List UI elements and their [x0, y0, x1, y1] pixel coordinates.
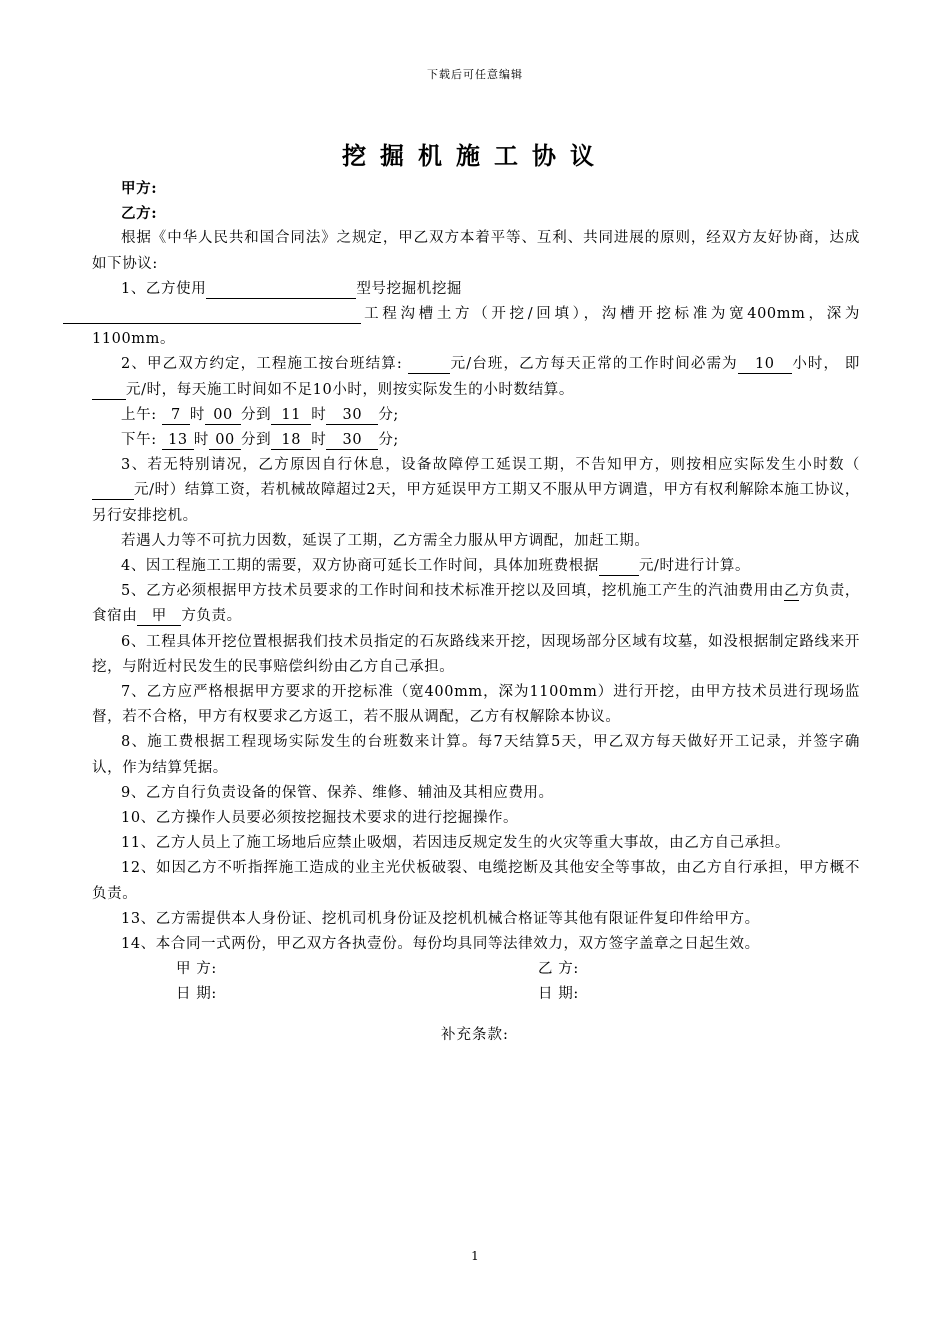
afternoon-hour-unit-2: 时	[311, 432, 327, 449]
clause-1-part-c: 工程沟槽土方（开挖/回填），沟槽开挖标准为宽400mm，深为1100mm。	[92, 306, 860, 348]
overtime-rate-blank	[599, 557, 639, 576]
morning-start-hour: 7	[162, 406, 190, 425]
force-majeure-paragraph: 若遇人力等不可抗力因数，延误了工期，乙方需全力服从甲方调配，加赶工期。	[121, 532, 650, 549]
party-b-date-label: 日 期:	[538, 986, 579, 1003]
afternoon-end-label: 分;	[378, 432, 399, 449]
clause-1	[92, 277, 860, 353]
clause-2-part-b: 元/台班，乙方每天正常的工作时间必需为	[450, 356, 738, 373]
afternoon-hour-unit: 时	[193, 432, 210, 449]
afternoon-to-label: 分到	[241, 432, 272, 449]
party-a-date-label: 日 期:	[176, 986, 217, 1003]
project-name-blank	[63, 305, 361, 324]
clause-10: 10、乙方操作人员要必须按挖掘技术要求的进行挖掘操作。	[121, 810, 519, 827]
clause-2	[92, 352, 860, 402]
clause-14: 14、本合同一式两份，甲乙双方各执壹份。每份均具同等法律效力，双方签字盖章之日起生效。	[121, 936, 760, 953]
clause-3-part-b: 元/时）结算工资，若机械故障超过2天，甲方延误甲方工期又不服从甲方调遣，甲方有权利解除本施工协议，另行安排挖机。	[92, 482, 860, 524]
clause-5-part-c: 方负责，食宿由	[92, 583, 860, 625]
morning-to-label: 分到	[241, 406, 272, 423]
document-title: 挖掘机施工协议	[342, 142, 608, 170]
clause-9: 9、乙方自行负责设备的保管、保养、维修、辅油及其相应费用。	[121, 784, 554, 801]
shift-rate-blank	[408, 355, 450, 374]
clause-5-part-a: 5、乙方必须根据甲方技术员要求的工作时间和技术标准开挖以及回填，挖机施工产生的汽油费用由	[121, 583, 785, 600]
morning-label: 上午:	[121, 406, 157, 423]
morning-end-hour: 11	[271, 406, 311, 425]
morning-end-label: 分;	[378, 406, 399, 423]
clause-8: 8、施工费根据工程现场实际发生的台班数来计算。每7天结算5天，甲乙双方每天做好开工记录，并签字确认，作为结算凭据。	[92, 734, 860, 776]
excavator-model-blank	[206, 280, 356, 299]
party-b-label: 乙方:	[121, 205, 158, 223]
afternoon-start-minute: 00	[209, 431, 241, 450]
clause-11: 11、乙方人员上了施工场地后应禁止吸烟，若因违反规定发生的火灾等重大事故，由乙方自己承担。	[121, 835, 790, 852]
party-a-label: 甲方:	[121, 180, 158, 197]
supplementary-terms-heading: 补充条款:	[441, 1027, 509, 1043]
hourly-rate-blank	[92, 381, 126, 400]
clause-1-part-a: 1、乙方使用	[121, 280, 207, 297]
clause-2-part-d: 元/时，每天施工时间如不足10小时，则按实际发生的小时数结算。	[126, 381, 574, 398]
signature-row	[92, 957, 860, 982]
page-number: 1	[471, 1249, 479, 1263]
clause-4-part-a: 4、因工程施工工期的需要，双方协商可延长工作时间，具体加班费根据	[121, 558, 599, 575]
clause-2-part-c: 小时， 即	[791, 356, 861, 373]
afternoon-start-hour: 13	[162, 431, 194, 450]
work-hours-value: 10	[738, 355, 792, 374]
date-row	[92, 982, 860, 1007]
party-a-signature-label: 甲 方:	[176, 961, 217, 978]
afternoon-schedule	[92, 428, 860, 453]
morning-start-minute: 00	[205, 406, 241, 425]
header-note: 下载后可任意编辑	[427, 68, 523, 81]
clause-1-part-b: 型号挖掘机挖掘	[356, 280, 463, 297]
clause-12: 12、如因乙方不听指挥施工造成的业主光伏板破裂、电缆挖断及其他安全等事故，由乙方自行承担，甲方概不负责。	[92, 860, 860, 902]
clause-5-part-e: 方负责。	[181, 608, 242, 625]
afternoon-label: 下午:	[121, 432, 157, 449]
clause-4-part-b: 元/时进行计算。	[638, 558, 751, 575]
morning-hour-unit: 时	[189, 406, 206, 423]
clause-2-part-a: 2、甲乙双方约定，工程施工按台班结算:	[121, 356, 403, 373]
afternoon-end-minute: 30	[326, 431, 378, 450]
morning-hour-unit-2: 时	[311, 406, 327, 423]
party-b-signature-label: 乙 方:	[538, 961, 579, 978]
clause-7: 7、乙方应严格根据甲方要求的开挖标准（宽400mm，深为1100mm）进行开挖，由甲方技术员进行现场监督，若不合格，甲方有权要求乙方返工，若不服从调配，乙方有权解除本协议。	[92, 684, 860, 726]
fuel-party-value: 乙	[784, 583, 800, 600]
clause-4	[92, 554, 860, 579]
morning-end-minute: 30	[326, 406, 378, 425]
document-body	[92, 176, 860, 1008]
clause-3-part-a: 3、若无特别请况，乙方原因自行休息，设备故障停工延误工期，不告知甲方，则按相应实际发生小时数（	[121, 457, 860, 474]
morning-schedule	[92, 403, 860, 428]
intro-paragraph: 根据《中华人民共和国合同法》之规定，甲乙双方本着平等、互利、共同进展的原则，经双方友好协商，达成如下协议:	[92, 230, 860, 272]
downtime-rate-blank	[92, 481, 134, 500]
lodging-party-value: 甲	[137, 607, 181, 626]
clause-3	[92, 453, 860, 529]
afternoon-end-hour: 18	[271, 431, 311, 450]
clause-6: 6、工程具体开挖位置根据我们技术员指定的石灰路线来开挖，因现场部分区域有坟墓，如没根据制定路线来开挖，与附近村民发生的民事赔偿纠纷由乙方自己承担。	[92, 633, 860, 675]
clause-13: 13、乙方需提供本人身份证、挖机司机身份证及挖机机械合格证等其他有限证件复印件给甲方。	[121, 910, 760, 927]
clause-5	[92, 579, 860, 629]
